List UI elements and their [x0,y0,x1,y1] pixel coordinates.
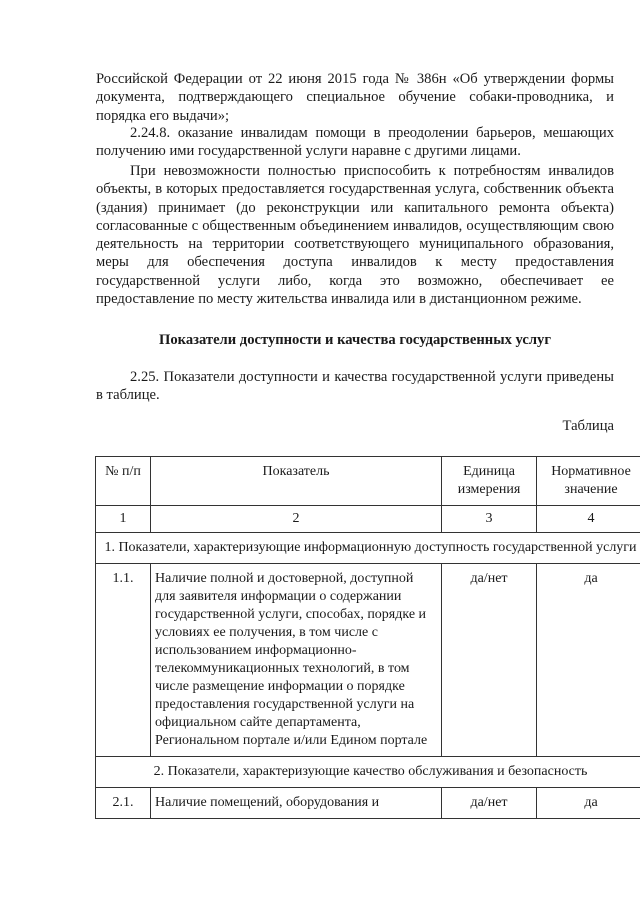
row-unit: да/нет [442,564,537,757]
header-number: № п/п [96,457,151,506]
row-unit: да/нет [442,788,537,819]
table-row [96,564,640,757]
header-unit: Единица измерения [442,457,537,506]
section-row-2 [96,757,640,788]
section-heading: Показатели доступности и качества государственных услуг [159,332,551,348]
paragraph-2-24-8: 2.24.8. оказание инвалидам помощи в преодолении барьеров, мешающих получению ими государственной услуги наравне с другими лицами. [96,125,614,160]
row-description: Наличие помещений, оборудования и [151,788,442,819]
table-caption: Таблица [562,418,614,434]
section-2-title: 2. Показатели, характеризующие качество обслуживания и безопасность [96,757,640,788]
column-number-2: 2 [151,506,442,533]
column-number-3: 3 [442,506,537,533]
indicators-table [95,456,640,819]
paragraph-accessibility-measures: При невозможности полностью приспособить к потребностям инвалидов объекты, в которых предоставляется государственная услуга, собственник объекта (здания) принимает (до реконструкции или капитального ремонта объекта) согласованные с общественным объединением инвалидов, осуществляющим свою деятельность на территории соответствующего муниципального образования, меры для обеспечения доступа инвалидов к месту предоставления государственной услуги либо, когда это возможно, обеспечивает ее предоставление по месту жительства инвалида или в дистанционном режиме. [96,163,614,308]
column-number-4: 4 [537,506,640,533]
row-number: 1.1. [96,564,151,757]
row-value: да [537,564,640,757]
table-header-row [96,457,640,506]
header-indicator: Показатель [151,457,442,506]
table-row [96,788,640,819]
row-value: да [537,788,640,819]
section-row-1 [96,533,640,564]
row-description: Наличие полной и достоверной, доступной для заявителя информации о содержании государственной услуги, способах, порядке и условиях ее получения, в том числе с использованием информационно-телекоммуникационных технологий, в том числе размещение информации о порядке предоставления государственной услуги на официальном сайте департамента, Региональном портале и/или Едином портале [151,564,442,757]
paragraph-continuation: Российской Федерации от 22 июня 2015 года № 386н «Об утверждении формы документа, подтверждающего специальное обучение собаки-проводника, и порядка его выдачи»; [96,71,614,124]
paragraph-2-25: 2.25. Показатели доступности и качества государственной услуги приведены в таблице. [96,369,614,404]
row-number: 2.1. [96,788,151,819]
section-1-title: 1. Показатели, характеризующие информационную доступность государственной услуги [96,533,640,564]
column-number-1: 1 [96,506,151,533]
column-number-row [96,506,640,533]
header-normative-value: Нормативное значение [537,457,640,506]
